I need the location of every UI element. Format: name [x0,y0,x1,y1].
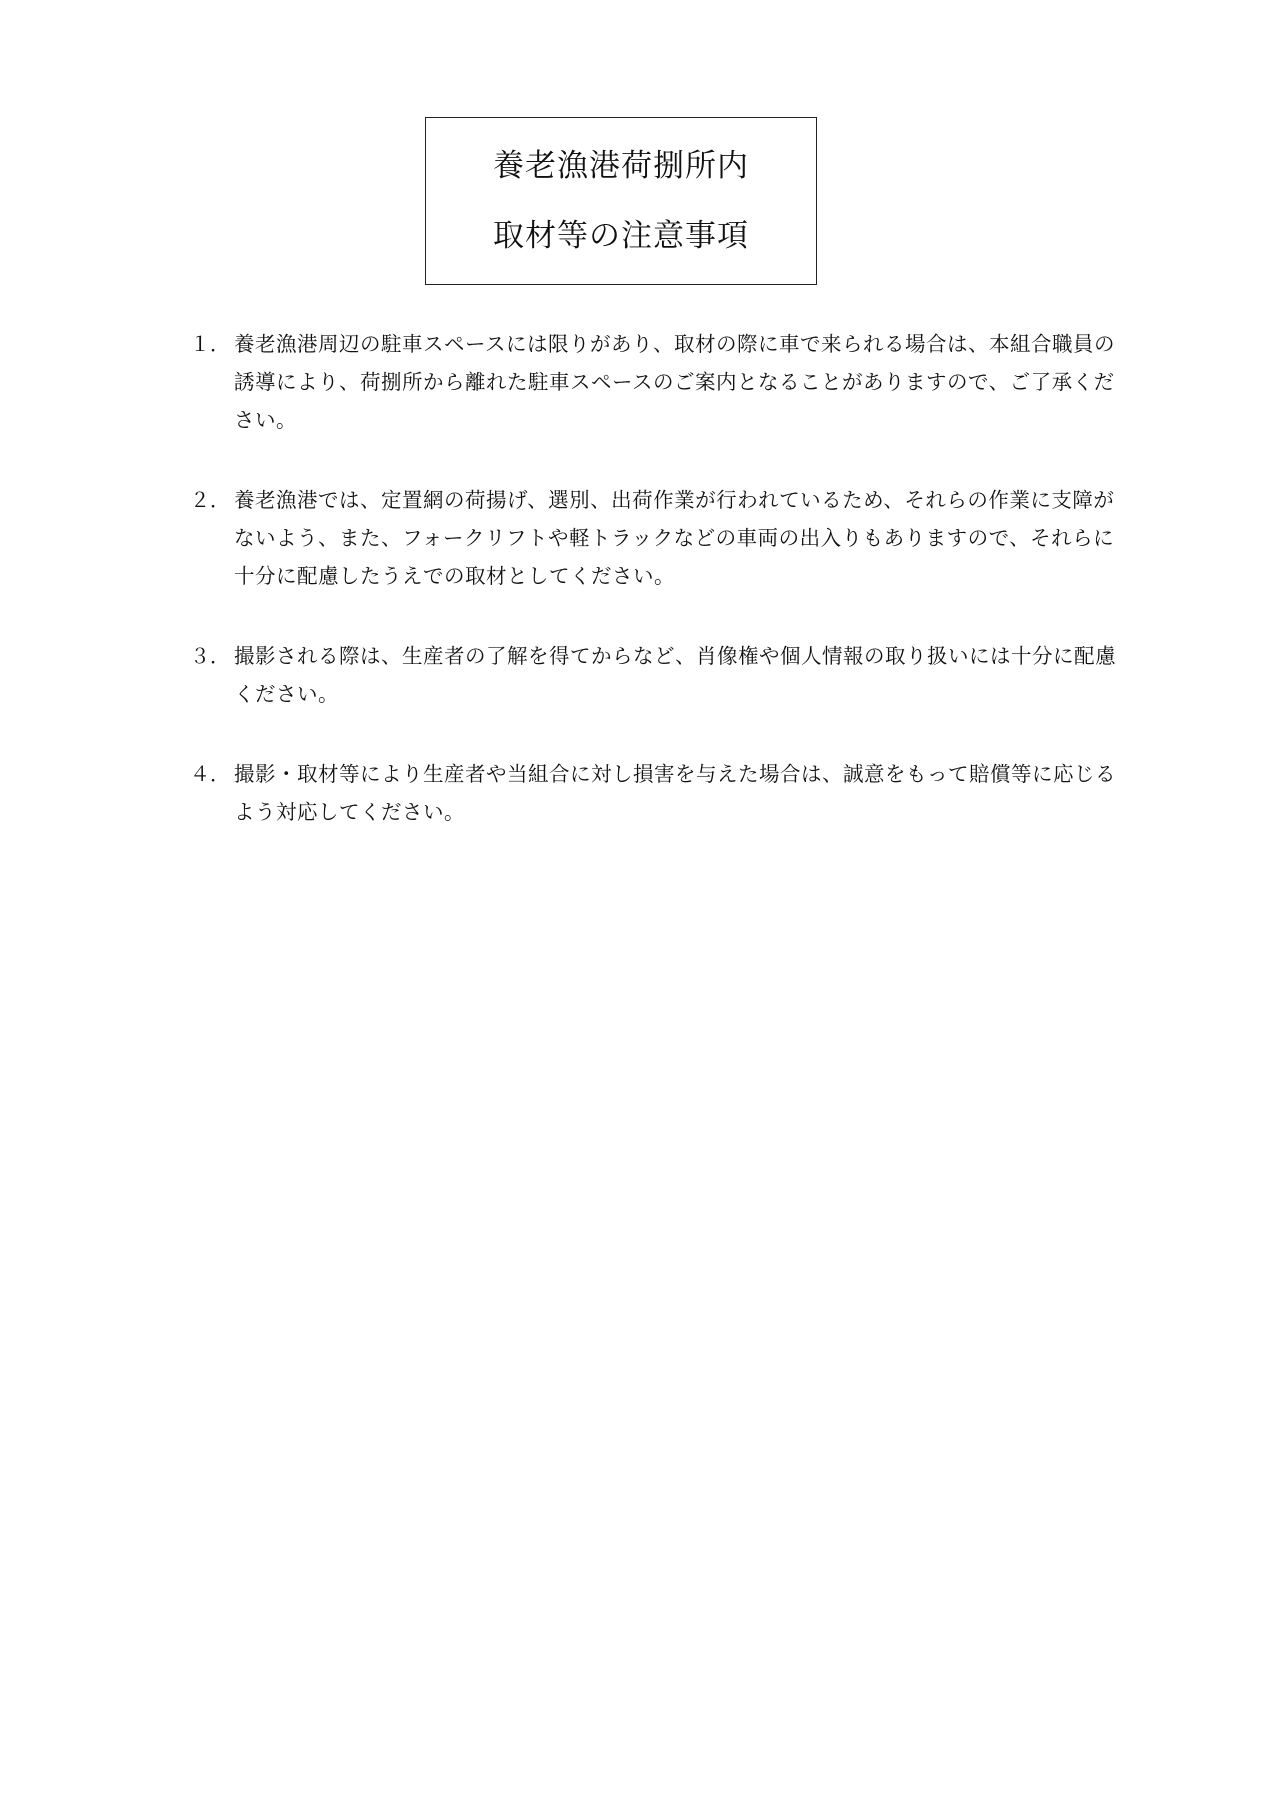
title-line-1: 養老漁港荷捌所内 [493,148,749,184]
note-number: ２． [190,488,230,512]
title-box [425,117,817,285]
note-text: 養老漁港周辺の駐車スペースには限りがあり、取材の際に車で来られる場合は、本組合職員の誘導により、荷捌所から離れた駐車スペースのご案内となることがありますので、ご了承ください。 [234,332,1115,432]
note-item-4 [190,755,1130,831]
notes-list [190,325,1130,873]
note-item-1 [190,325,1130,439]
note-text: 撮影・取材等により生産者や当組合に対し損害を与えた場合は、誠意をもって賠償等に応じるよう対応してください。 [234,762,1116,824]
title-line-2: 取材等の注意事項 [493,218,749,254]
note-number: １． [190,332,230,356]
note-item-2 [190,481,1130,595]
note-text: 養老漁港では、定置網の荷揚げ、選別、出荷作業が行われているため、それらの作業に支障がないよう、また、フォークリフトや軽トラックなどの車両の出入りもありますので、それらに十分に配慮したうえでの取材としてください。 [234,488,1115,588]
note-number: ４． [190,762,230,786]
note-text: 撮影される際は、生産者の了解を得てからなど、肖像権や個人情報の取り扱いには十分に配慮ください。 [234,644,1116,706]
note-number: ３． [190,644,230,668]
note-item-3 [190,637,1130,713]
